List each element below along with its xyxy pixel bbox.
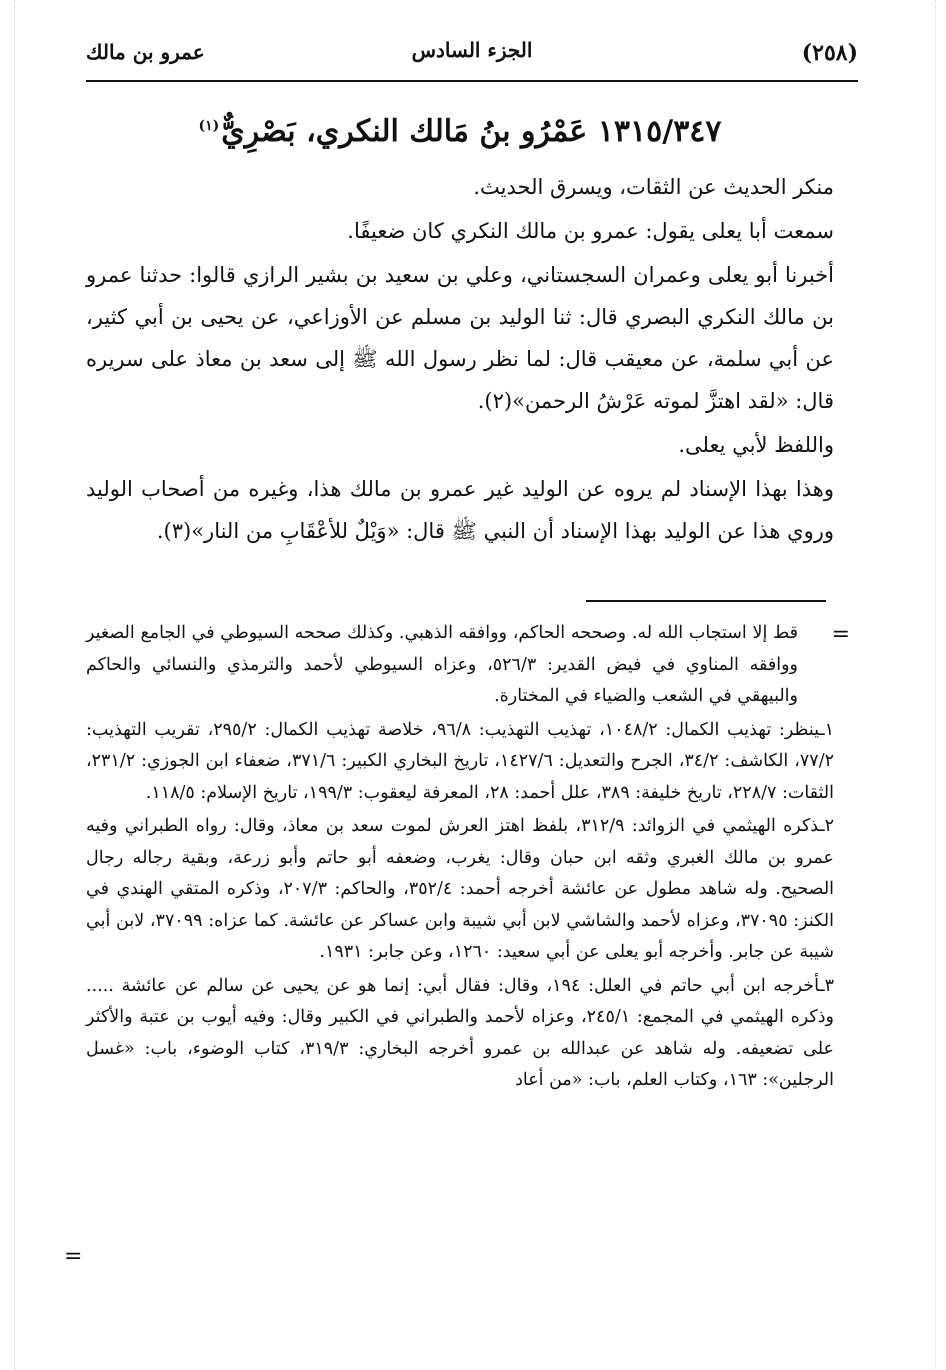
footnote-3-text: أخرجه ابن أبي حاتم في العلل: ١٩٤، وقال: فقال أبي: إنما هو عن يحيى عن سالم عن عائشة ..... وذكره الهيثمي في المجمع: ٢٤٥/١، وعزاه لأحمد والطبراني في الكبير وقال: وفيه أيوب بن عتبة والأكثر على تضعيفه. وله شاهد عن عبدالله بن عمرو أخرجه البخاري: ٣١٩/٣، كتاب الوضوء، باب: «غسل الرجلين»: ١٦٣، وكتاب العلم، باب: «من أعاد	[86, 975, 835, 1090]
entry-title-text: ١٣١٥/٣٤٧ عَمْرُو بنُ مَالك النكري، بَصْرِيٌّ	[221, 114, 722, 149]
scan-edge-left	[14, 0, 15, 1370]
footnote-1-label: ١ـ	[819, 719, 834, 740]
page-header	[86, 36, 858, 76]
footnote-2-label: ٢ـ	[819, 816, 835, 836]
footnote-3-label: ٣ـ	[819, 975, 834, 996]
footnote-2	[86, 811, 834, 969]
footnote-1	[86, 715, 834, 810]
running-head: عمرو بن مالك	[86, 40, 205, 64]
scan-edge-right	[935, 0, 936, 1370]
footnote-2-text: ذكره الهيثمي في الزوائد: ٣١٢/٩، بلفظ اهتز العرش لموت سعد بن معاذ، وقال: رواه الطبراني وفيه عمرو بن مالك الغبري وثقه ابن حبان وقال: يغرب، وضعفه أبو حاتم وأبو زرعة، وبقية رجاله رجال الصحيح. وله شاهد مطول عن عائشة أخرجه أحمد: ٣٥٢/٤، والحاكم: ٢٠٧/٣، وذكره المتقي الهندي في الكنز: ٣٧٠٩٥، وعزاه لأحمد والشاشي لابن أبي شيبة وابن عساكر عن عائشة. كما عزاه: ٣٧٠٩٩، لابن أبي شيبة عن جابر. وأخرجه أبو يعلى عن أبي سعيد: ١٢٦٠، وعن جابر: ١٩٣١.	[86, 816, 835, 962]
header-rule	[86, 80, 858, 82]
entry-body	[86, 104, 834, 554]
footnote-continued	[86, 618, 834, 713]
paragraph-4: واللفظ لأبي يعلى.	[678, 433, 834, 457]
paragraph-2: سمعت أبا يعلى يقول: عمرو بن مالك النكري كان ضعيفًا.	[347, 219, 834, 243]
paragraph-1: منكر الحديث عن الثقات، ويسرق الحديث.	[473, 175, 834, 199]
footnotes	[86, 618, 834, 1099]
paragraph-5: وهذا بهذا الإسناد لم يروه عن الوليد غير عمرو بن مالك هذا، وغيره من أصحاب الوليد وروي هذا عن الوليد بهذا الإسناد أن النبي ﷺ قال: «وَيْلٌ للأعْقَابِ من النار»(٣).	[86, 477, 834, 543]
paragraph-3: أخبرنا أبو يعلى وعمران السجستاني، وعلي بن سعيد بن بشير الرازي قالوا: حدثنا عمرو بن مالك النكري البصري قال: ثنا الوليد بن مسلم عن الأوزاعي، عن يحيى بن أبي كثير، عن أبي سلمة، عن معيقب قال: لما نظر رسول الله ﷺ إلى سعد بن معاذ على سريره قال: «لقد اهتزَّ لموته عَرْشُ الرحمن»(٢).	[86, 263, 834, 413]
footnote-1-text: ينظر: تهذيب الكمال: ١٠٤٨/٢، تهذيب التهذيب: ٩٦/٨، خلاصة تهذيب الكمال: ٢٩٥/٢، تقريب التهذيب: ٧٧/٢، الكاشف: ٣٤/٢، الجرح والتعديل: ١٤٢٧/٦، تاريخ البخاري الكبير: ٣٧١/٦، ضعفاء ابن الجوزي: ٢٣١/٢، الثقات: ٢٢٨/٧، تاريخ خليفة: ٣٨٩، علل أحمد: ٢٨، المعرفة ليعقوب: ١٩٩/٣، تاريخ الإسلام: ١١٨/٥.	[86, 719, 835, 803]
footnote-ref-1: (١)	[198, 118, 220, 134]
page-number: (٢٥٨)	[801, 40, 858, 66]
part-label: الجزء السادس	[411, 38, 533, 62]
footnote-continued-text: قط إلا استجاب الله له. وصححه الحاكم، ووافقه الذهبي. وكذلك صححه السيوطي في الجامع الصغير ووافقه المناوي في فيض القدير: ٥٢٦/٣، وعزاه السيوطي لأحمد والترمذي والنسائي والحاكم والبيهقي في الشعب والضياء في المختارة.	[86, 623, 799, 706]
continuation-mark-end: =	[64, 1244, 83, 1269]
continuation-mark-start: =	[831, 622, 850, 647]
entry-title	[86, 104, 834, 154]
footnote-rule	[586, 600, 826, 602]
footnote-3	[86, 971, 834, 1097]
